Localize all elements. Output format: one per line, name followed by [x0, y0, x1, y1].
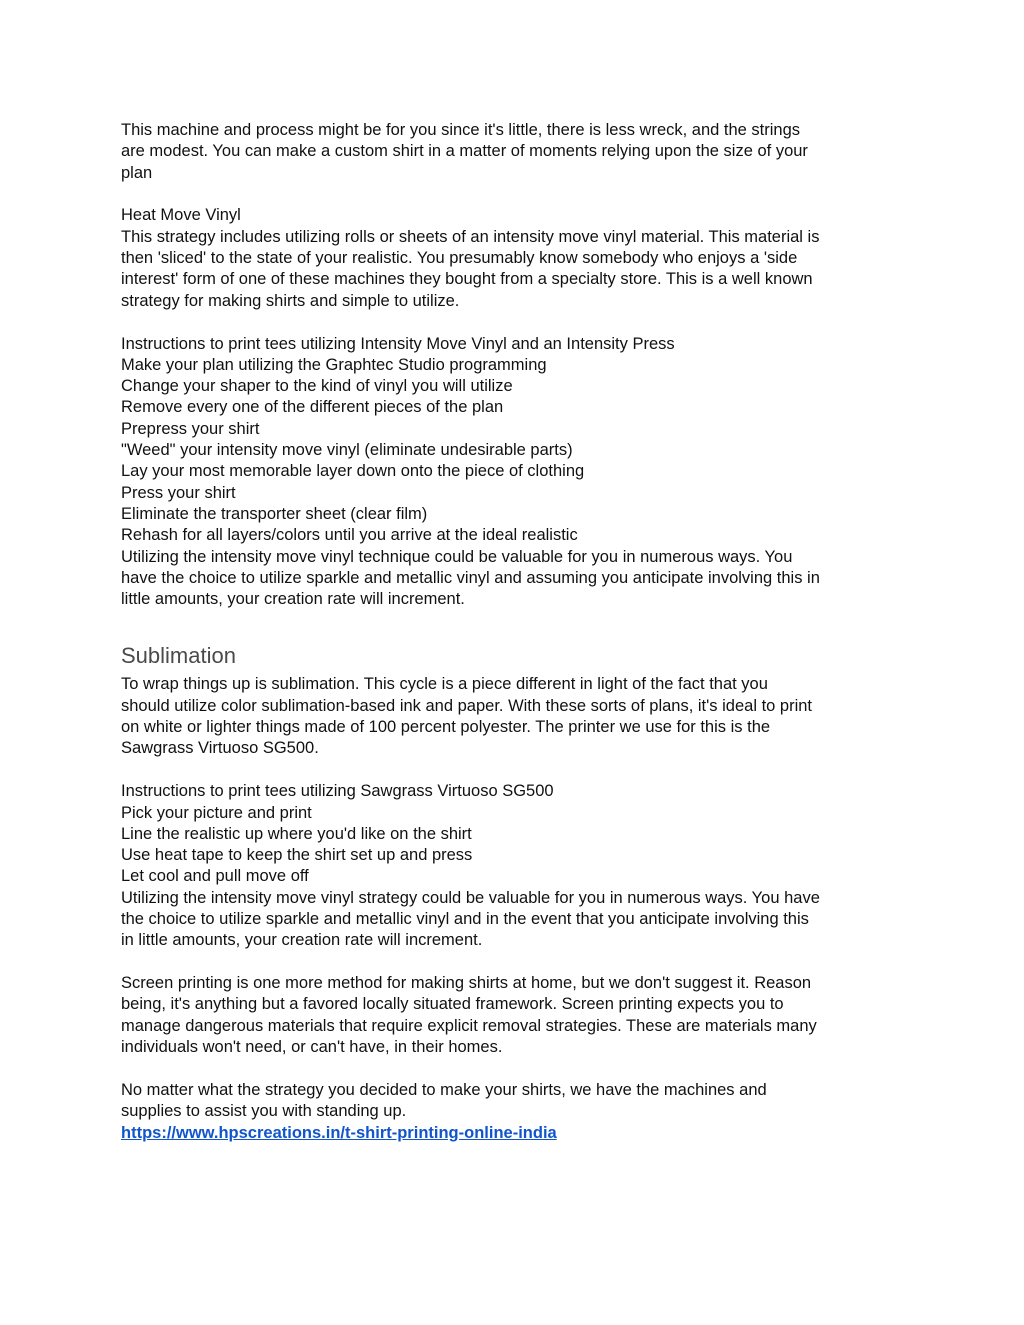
instruction-step: Use heat tape to keep the shirt set up and press	[121, 846, 473, 865]
instructions-title: Instructions to print tees utilizing Intensity Move Vinyl and an Intensity Press	[121, 334, 675, 353]
instruction-step: Make your plan utilizing the Graphtec Studio programming	[121, 355, 547, 374]
paragraph-line: on white or lighter things made of 100 percent polyester. The printer we use for this is the	[121, 718, 771, 737]
paragraph-line: Utilizing the intensity move vinyl strategy could be valuable for you in numerous ways. You have	[121, 888, 820, 907]
paragraph-line: interest' form of one of these machines they bought from a specialty store. This is a well known	[121, 270, 813, 289]
paragraph-line: the choice to utilize sparkle and metallic vinyl and in the event that you anticipate involving this	[121, 909, 809, 928]
intro-line: are modest. You can make a custom shirt in a matter of moments relying upon the size of your	[121, 142, 808, 161]
intro-line: plan	[121, 163, 153, 182]
paragraph-line: then 'sliced' to the state of your realistic. You presumably know somebody who enjoys a 'side	[121, 249, 798, 268]
paragraph-line: This strategy includes utilizing rolls or sheets of an intensity move vinyl material. This material is	[121, 227, 820, 246]
instruction-step: Let cool and pull move off	[121, 867, 309, 886]
htv-instructions-section	[121, 334, 911, 611]
instruction-step: Lay your most memorable layer down onto the piece of clothing	[121, 462, 585, 481]
sublimation-paragraph	[121, 674, 911, 759]
paragraph-line: manage dangerous materials that require explicit removal strategies. These are materials many	[121, 1016, 817, 1035]
website-link[interactable]: https://www.hpscreations.in/t-shirt-printing-online-india	[121, 1123, 557, 1142]
instruction-step: Pick your picture and print	[121, 803, 312, 822]
document-page	[121, 120, 911, 1144]
paragraph-line: individuals won't need, or can't have, in their homes.	[121, 1038, 503, 1057]
intro-line: This machine and process might be for you since it's little, there is less wreck, and the strings	[121, 121, 801, 139]
paragraph-line: strategy for making shirts and simple to utilize.	[121, 291, 460, 310]
paragraph-line: Screen printing is one more method for making shirts at home, but we don't suggest it. Reason	[121, 974, 812, 993]
instruction-step: Rehash for all layers/colors until you arrive at the ideal realistic	[121, 526, 578, 545]
intro-paragraph	[121, 120, 911, 184]
screen-printing-paragraph	[121, 973, 911, 1058]
instruction-step: Line the realistic up where you'd like on the shirt	[121, 824, 472, 843]
instruction-step: Prepress your shirt	[121, 419, 260, 438]
instructions-title: Instructions to print tees utilizing Sawgrass Virtuoso SG500	[121, 782, 554, 801]
instruction-step: Eliminate the transporter sheet (clear film)	[121, 504, 428, 523]
heat-transfer-section	[121, 205, 911, 311]
section-title: Heat Move Vinyl	[121, 206, 241, 225]
paragraph-line: should utilize color sublimation-based ink and paper. With these sorts of plans, it's ideal to print	[121, 696, 813, 715]
instruction-step: "Weed" your intensity move vinyl (eliminate undesirable parts)	[121, 441, 573, 460]
sg500-instructions-section	[121, 781, 911, 951]
instruction-step: Press your shirt	[121, 483, 236, 502]
instruction-step: Change your shaper to the kind of vinyl you will utilize	[121, 377, 513, 396]
sublimation-heading: Sublimation	[121, 643, 236, 669]
paragraph-line: No matter what the strategy you decided to make your shirts, we have the machines and	[121, 1080, 767, 1099]
instruction-step: Remove every one of the different pieces of the plan	[121, 398, 504, 417]
paragraph-line: supplies to assist you with standing up.	[121, 1102, 407, 1121]
paragraph-line: being, it's anything but a favored locally situated framework. Screen printing expects you to	[121, 995, 784, 1014]
conclusion-paragraph	[121, 1080, 911, 1144]
paragraph-line: in little amounts, your creation rate will increment.	[121, 931, 483, 950]
paragraph-line: Sawgrass Virtuoso SG500.	[121, 739, 319, 758]
paragraph-line: little amounts, your creation rate will increment.	[121, 590, 465, 609]
paragraph-line: have the choice to utilize sparkle and metallic vinyl and assuming you anticipate involving this in	[121, 568, 820, 587]
paragraph-line: Utilizing the intensity move vinyl technique could be valuable for you in numerous ways. You	[121, 547, 793, 566]
paragraph-line: To wrap things up is sublimation. This cycle is a piece different in light of the fact that you	[121, 675, 768, 694]
